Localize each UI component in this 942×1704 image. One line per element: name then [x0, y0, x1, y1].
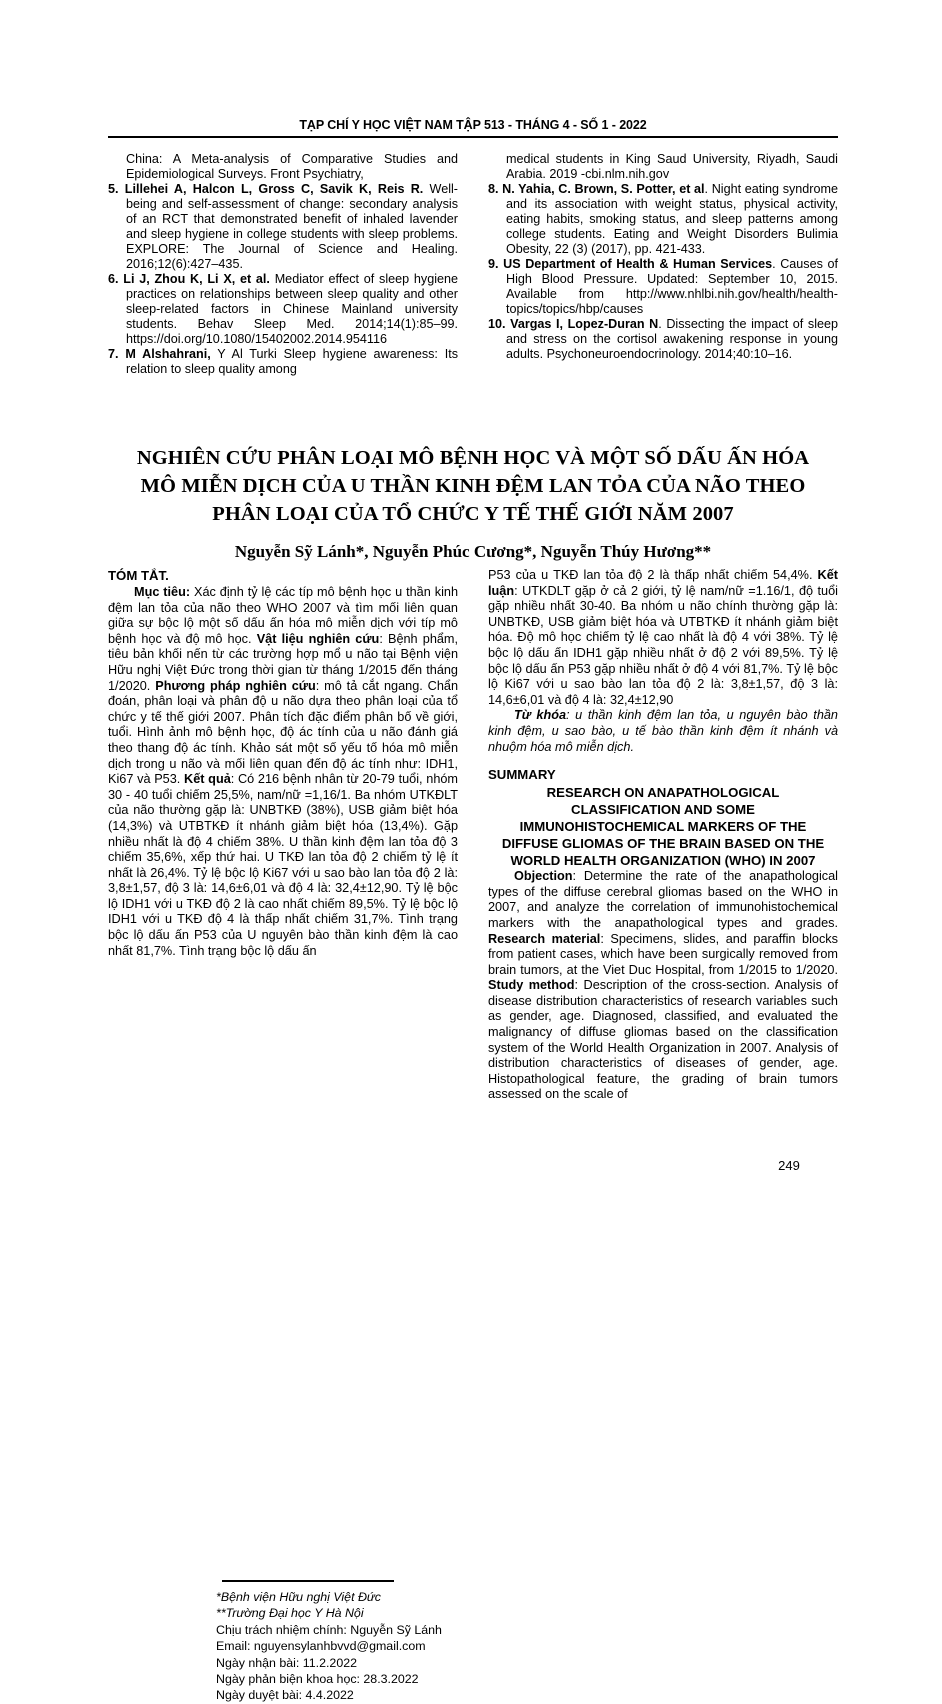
summary-title-line: IMMUNOHISTOCHEMICAL MARKERS OF THE — [519, 819, 807, 835]
keywords-label: Từ khóa — [514, 708, 567, 723]
phuong-phap-label: Phương pháp nghiên cứu — [155, 678, 316, 693]
research-material-text: : Specimens, slides, and paraffin blocks from patient cases, which have been surgically removed from brain tumors, at the Viet Duc Hospital, from 1/2015 to 1/2020. — [488, 931, 838, 977]
article-title-line: NGHIÊN CỨU PHÂN LOẠI MÔ BỆNH HỌC VÀ MỘT SỐ DẤU ẤN HÓA — [136, 447, 810, 469]
reference-text: Mediator effect of sleep hygiene practices on relationships between sleep quality and other sleep-related factors in Chinese Mainland university students. Behav Sleep Med. 2014;14(1):85–99. https://doi.org/10.1080/15402002.2014.954116 — [126, 272, 459, 346]
corresponding-author: Chịu trách nhiệm chính: Nguyễn Sỹ Lánh — [216, 1622, 442, 1637]
reference-text: . Dissecting the impact of sleep and stress on the cortisol awakening response in young adults. Psychoneuroendocrinology. 2014;40:10–16. — [506, 317, 839, 361]
abstract-body-vn — [108, 585, 458, 959]
affiliation-1: *Bệnh viện Hữu nghị Việt Đức — [216, 1590, 381, 1604]
vat-lieu-text: : Bệnh phẩm, tiêu bản khối nến từ các trường hợp mổ u não tại Bệnh viện Hữu nghị Việt Đức trong thời gian từ tháng 1/2015 đến tháng 1/2020. — [108, 631, 459, 693]
reference-item — [488, 257, 838, 317]
reference-text: Y Al Turki Sleep hygiene awareness: Its relation to sleep quality among — [126, 347, 458, 376]
summary-body-en — [488, 869, 838, 1103]
reference-authors: N. Yahia, C. Brown, S. Potter, et al — [502, 182, 705, 196]
reference-number: 9. — [488, 257, 499, 271]
ket-luan-text: : UTKDLT gặp ở cả 2 giới, tỷ lệ nam/nữ =1.16/1, độ tuổi gặp nhiều nhất 30-40. Ba nhóm u não chính thường gặp là: UNBTKĐ, USB giảm biệt hóa và UTBTKĐ ít nhánh giảm biệt hóa. Độ mô học chiếm tỷ lệ cao nhất là độ 4 với 38%. Tỷ lệ bộc lộ dấu ấn IDH1 gặp nhiều nhất ở độ 2 với 89,5%. Tỷ lệ bộc lộ dấu ấn P53 gặp nhiều nhất ở độ 4 với 81,7%. Tỷ lệ bộc lộ Ki67 với u sao bào lan tỏa độ 2 là: 3,8±1,57, độ 3 là: 14,6±6,01 và độ 4 là: 32,4±12,90 — [488, 583, 838, 707]
abstract-heading-vn: TÓM TẮT. — [108, 568, 169, 583]
article-title-line: MÔ MIỄN DỊCH CỦA U THẦN KINH ĐỆM LAN TỎA CỦA NÃO THEO — [140, 475, 806, 497]
reference-number: 10. — [488, 317, 506, 331]
ket-qua-label: Kết quả — [184, 772, 231, 787]
footnote-block — [216, 1580, 566, 1704]
study-method-text: : Description of the cross-section. Analysis of disease distribution characteristics of research variables such as gender, age. Diagnosed, classified, and evaluated the malignancy of diffuse gliomas based on the classification system of the World Health Organization in 2007. Analysis of distribution characteristics of diseases of gender, age. Histopathological feature, the grading of brain tumors assessed on the scale of — [488, 978, 838, 1102]
date-received: Ngày nhận bài: 11.2.2022 — [216, 1655, 357, 1670]
references-right-column — [488, 152, 838, 377]
abstract-body-vn-continued — [488, 568, 838, 708]
header-rule — [108, 136, 838, 138]
reference-number: 8. — [488, 182, 499, 196]
reference-item — [488, 317, 838, 362]
footnote-rule — [222, 1580, 394, 1582]
article-title-block — [108, 444, 838, 562]
reference-text: Well-being and self-assessment of change: secondary analysis of an RCT that demonstrated benefit of inhaled lavender and sleep hygiene in college students with sleep problems. EXPLORE: The Journal of Science and Healing. 2016;12(6):427–435. — [126, 182, 459, 271]
reference-authors: Lillehei A, Halcon L, Gross C, Savik K, Reis R. — [124, 182, 424, 196]
reference-authors: Li J, Zhou K, Li X, et al. — [123, 272, 270, 286]
abstract-left-column — [108, 568, 459, 1703]
reference-number: 6. — [108, 272, 119, 286]
article-title-line: PHÂN LOẠI CỦA TỔ CHỨC Y TẾ THẾ GIỚI NĂM 2007 — [212, 503, 734, 525]
vat-lieu-label: Vật liệu nghiên cứu — [256, 631, 380, 646]
objection-label: Objection — [514, 869, 573, 884]
reference-continuation: China: A Meta-analysis of Comparative Studies and Epidemiological Surveys. Front Psychiatry, — [126, 152, 458, 181]
phuong-phap-text: : mô tả cắt ngang. Chẩn đoán, phân loại và phân độ u não dựa theo phân loại của tổ chức y tế thế giới 2007. Phân tích đặc điểm phân bố về giới, tuổi. Hình ảnh mô bệnh học, độ ác tính của u não đánh giá theo thang độ ác tính. Khảo sát một số yếu tố hóa mô miễn dịch trong u não và mối liên quan đến độ ác tính như: IDH1, Ki67 và P53. — [108, 678, 459, 787]
objection-text: : Determine the rate of the anapathological types of the diffuse cerebral gliomas based on the WHO in 2007, and analyze the correlation of immunohistochemical markers with the anapathological types and grades. — [488, 869, 838, 930]
summary-title-line: RESEARCH ON ANAPATHOLOGICAL — [546, 785, 780, 801]
reference-item — [108, 347, 458, 377]
reference-number: 5. — [108, 182, 119, 196]
reference-number: 7. — [108, 347, 119, 361]
reference-authors: M Alshahrani, — [125, 347, 211, 361]
reference-text: . Night eating syndrome and its association with weight status, physical activity, eating habits, smoking status, and sleep patterns among college students. Eating and Weight Disorders Bulimia Obesity, 22 (3) (2017), pp. 421-433. — [506, 182, 838, 256]
muc-tieu-label: Mục tiêu: — [134, 585, 191, 599]
reference-item — [488, 182, 838, 257]
reference-authors: Vargas I, Lopez-Duran N — [510, 317, 659, 331]
summary-heading: SUMMARY — [488, 767, 556, 783]
date-accepted: Ngày duyệt bài: 4.4.2022 — [216, 1688, 354, 1703]
summary-title-line: WORLD HEALTH ORGANIZATION (WHO) IN 2007 — [510, 853, 816, 869]
summary-title-line: DIFFUSE GLIOMAS OF THE BRAIN BASED ON THE — [501, 836, 825, 852]
reference-item — [108, 272, 458, 347]
abstract-continuation-text: P53 của u TKĐ lan tỏa độ 2 là thấp nhất chiếm 54,4%. — [488, 568, 818, 582]
article-authors: Nguyễn Sỹ Lánh*, Nguyễn Phúc Cương*, Nguyễn Thúy Hương** — [234, 542, 712, 561]
running-head: TẠP CHÍ Y HỌC VIỆT NAM TẬP 513 - THÁNG 4 - SỐ 1 - 2022 — [299, 118, 647, 132]
research-material-label: Research material — [488, 931, 601, 946]
affiliation-2: **Trường Đại học Y Hà Nội — [216, 1606, 364, 1621]
summary-title-line: CLASSIFICATION AND SOME — [571, 802, 755, 818]
reference-continuation: medical students in King Saud University, Riyadh, Saudi Arabia. 2019 -cbi.nlm.nih.gov — [506, 152, 838, 181]
date-reviewed: Ngày phản biện khoa học: 28.3.2022 — [216, 1672, 419, 1687]
references-left-column — [108, 152, 458, 377]
study-method-label: Study method — [488, 978, 575, 993]
reference-item — [108, 182, 458, 272]
muc-tieu-text: Xác định tỷ lệ các típ mô bệnh học u thần kinh đệm lan tỏa của não theo WHO 2007 và tìm mối liên quan giữa sự bộc lộ một số dấu ấn hóa mô miễn dịch với típ mô bệnh học và độ mô học. — [108, 585, 458, 646]
abstract-right-column — [488, 568, 838, 1103]
references-section — [108, 152, 838, 377]
page-number: 249 — [778, 1158, 800, 1173]
reference-authors: US Department of Health & Human Services — [503, 257, 773, 271]
ket-luan-label: Kết luận — [488, 568, 838, 598]
reference-text: . Causes of High Blood Pressure. Updated: September 10, 2015. Available from http://www.nhlbi.nih.gov/health/health-topics/topics/hbp/causes — [506, 257, 838, 316]
keywords-text: : u thần kinh đệm lan tỏa, u nguyên bào thần kinh đệm, u sao bào, u tế bào thần kinh đệm ít nhánh và nhuộm hóa mô miễn dịch. — [488, 708, 838, 754]
corresponding-email: Email: nguyensylanhbvvd@gmail.com — [216, 1639, 426, 1654]
keywords-vn — [488, 708, 838, 755]
ket-qua-text: : Có 216 bệnh nhân từ 20-79 tuổi, nhóm 30 - 40 tuổi chiếm 25,5%, nam/nữ =1,16/1. Ba nhóm UTKĐLT của não thường gặp là: UNBTKĐ (38%), USB giảm biệt hóa (14,3%) và UTBTKĐ ít nhánh giảm biệt hóa (13,4%). Gặp nhiều nhất là độ 4 chiếm 38%. U thần kinh đệm lan tỏa độ 3 chiếm 35,6%, xếp thứ hai. U TKĐ lan tỏa độ 2 chiếm tỷ lệ ít nhất là 26,4%. Tỷ lệ bộc lộ Ki67 với u sao bào lan tỏa độ 2 là: 3,8±1,57, độ 3 là: 14,6±6,01 và độ 4 là: 32,4±12,90. Tỷ lệ bộc lộ IDH1 với u TKĐ độ 2 là cao nhất chiếm 89,5%. Tỷ lệ bộc lộ IDH1 với u TKĐ độ 4 là thấp nhất chiếm 31,7%. Tình trạng bộc lộ dấu ấn P53 của U nguyên bào thần kinh đệm là cao nhất 81,7%. Tình trạng bộc lộ dấu ấn — [108, 772, 458, 958]
